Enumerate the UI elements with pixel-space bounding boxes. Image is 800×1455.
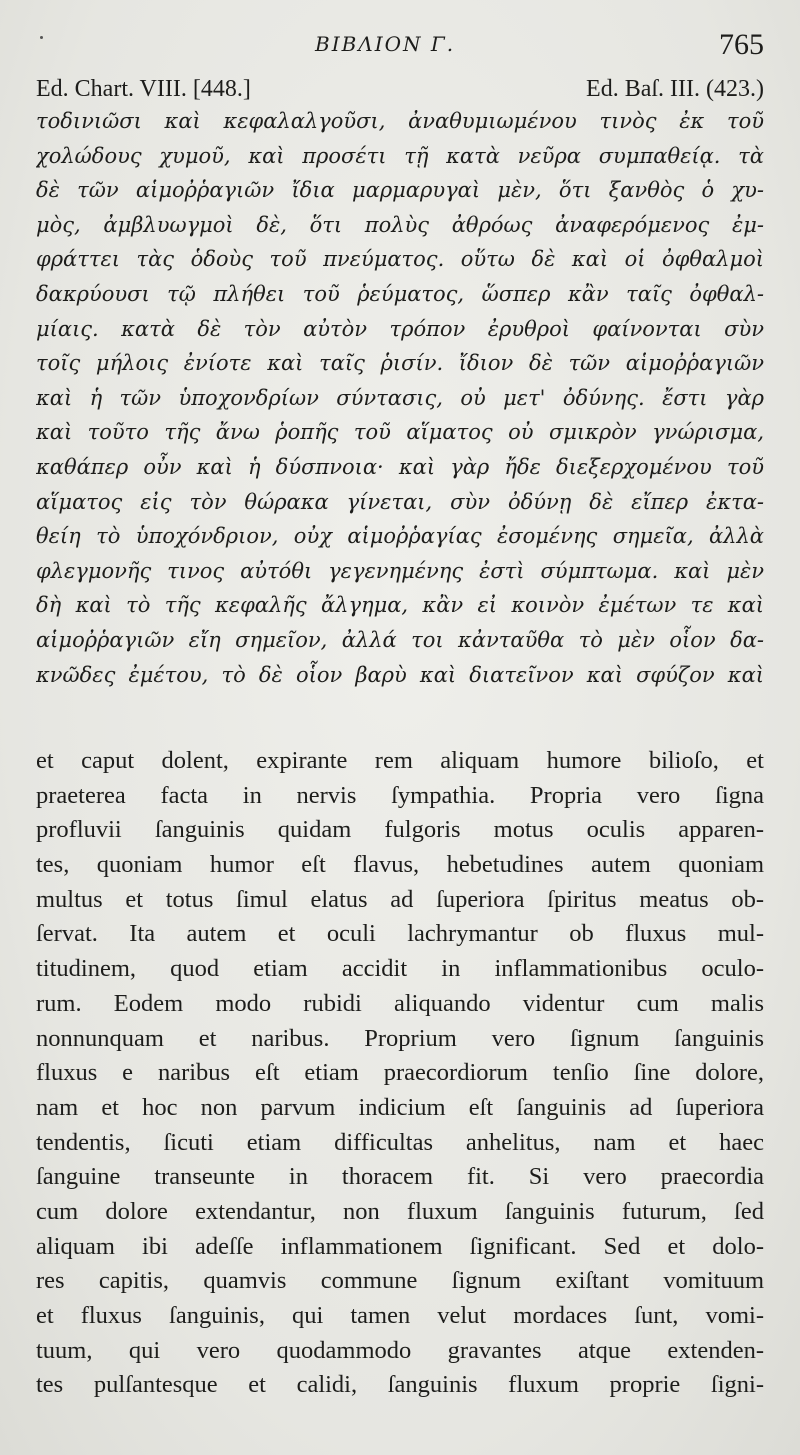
latin-text-line: tes, quoniam humor eſt flavus, hebetudines autem quoniam bbox=[36, 851, 764, 879]
greek-text-line: θείη τὸ ὑποχόνδριον, οὐχ αἱμοῤῥαγίας ἐσομένης σημεῖα, ἀλλὰ bbox=[36, 524, 764, 549]
greek-text-line: μὸς, ἀμβλυωγμοὶ δὲ, ὅτι πολὺς ἀθρόως ἀναφερόμενος ἐμ- bbox=[36, 212, 764, 237]
latin-text-line: fluxus e naribus eſt etiam praecordiorum tenſio ſine dolore, bbox=[36, 1059, 764, 1087]
latin-text-line: et fluxus ſanguinis, qui tamen velut mordaces ſunt, vomi- bbox=[36, 1302, 764, 1329]
greek-text-line: τοδινιῶσι καὶ κεφαλαλγοῦσι, ἀναθυμιωμένου τινὸς ἐκ τοῦ bbox=[36, 109, 764, 133]
greek-text-line: καὶ ἡ τῶν ὑποχονδρίων σύντασις, οὐ μετ' ὀδύνης. ἔστι γὰρ bbox=[36, 385, 764, 410]
book-title: ΒΙΒΛΙΟΝ Γ. bbox=[315, 32, 456, 56]
latin-text-line: et caput dolent, expirante rem aliquam humore bilioſo, et bbox=[36, 747, 764, 774]
latin-text-line: rum. Eodem modo rubidi aliquando videntur cum malis bbox=[36, 989, 764, 1017]
latin-text-block bbox=[36, 744, 764, 1403]
greek-text-line: χολώδους χυμοῦ, καὶ προσέτι τῇ κατὰ νεῦρα συμπαθείᾳ. τὰ bbox=[36, 143, 764, 168]
latin-text-line: tendentis, ſicuti etiam difficultas anhelitus, nam et haec bbox=[36, 1128, 764, 1156]
greek-text-line: καθάπερ οὖν καὶ ἡ δύσπνοια· καὶ γὰρ ἤδε διεξερχομένου τοῦ bbox=[36, 454, 764, 479]
latin-text-line: titudinem, quod etiam accidit in inflammationibus oculo- bbox=[36, 955, 764, 983]
edition-reference-left: Ed. Chart. VIII. [448.] bbox=[36, 76, 251, 102]
latin-text-line: cum dolore extendantur, non fluxum ſanguinis futurum, ſed bbox=[36, 1197, 764, 1225]
greek-text-line: μίαις. κατὰ δὲ τὸν αὐτὸν τρόπον ἐρυθροὶ φαίνονται σὺν bbox=[36, 316, 764, 341]
greek-text-line: καὶ τοῦτο τῆς ἄνω ῥοπῆς τοῦ αἵματος οὐ σμικρὸν γνώρισμα, bbox=[36, 420, 764, 445]
latin-text-line: ſanguine transeunte in thoracem fit. Si vero praecordia bbox=[36, 1163, 764, 1191]
latin-text-line: tuum, qui vero quodammodo gravantes atque extenden- bbox=[36, 1336, 764, 1364]
latin-text-line: nonnunquam et naribus. Proprium vero ſignum ſanguinis bbox=[36, 1024, 764, 1052]
edition-line bbox=[36, 76, 764, 106]
greek-text-line: κνῶδες ἐμέτου, τὸ δὲ οἷον βαρὺ καὶ διατεῖνον καὶ σφύζον καὶ bbox=[36, 662, 764, 687]
page-number: 765 bbox=[719, 28, 764, 61]
latin-text-line: res capitis, quamvis commune ſignum exiſtant vomituum bbox=[36, 1267, 764, 1295]
greek-text-line: φλεγμονῆς τινος αὐτόθι γεγενημένης ἐστὶ σύμπτωμα. καὶ μὲν bbox=[36, 558, 764, 583]
latin-text-line: tes pulſantesque et calidi, ſanguinis fluxum proprie ſigni- bbox=[36, 1371, 764, 1399]
latin-text-line: aliquam ibi adeſſe inflammationem ſignificant. Sed et dolo- bbox=[36, 1232, 764, 1260]
latin-text-line: profluvii ſanguinis quidam fulgoris motus oculis apparen- bbox=[36, 816, 764, 844]
greek-text-line: δακρύουσι τῷ πλήθει τοῦ ῥεύματος, ὥσπερ κἂν ταῖς ὀφθαλ- bbox=[36, 281, 764, 306]
running-head bbox=[0, 28, 800, 68]
greek-text-line: αἵματος εἰς τὸν θώρακα γίνεται, σὺν ὀδύνῃ δὲ εἴπερ ἐκτα- bbox=[36, 489, 764, 514]
latin-text-line: ſervat. Ita autem et oculi lachrymantur ob fluxus mul- bbox=[36, 920, 764, 948]
greek-text-line: δὴ καὶ τὸ τῆς κεφαλῆς ἄλγημα, κἂν εἰ κοινὸν ἐμέτων τε καὶ bbox=[36, 593, 764, 618]
latin-text-line: praeterea facta in nervis ſympathia. Propria vero ſigna bbox=[36, 781, 764, 809]
latin-text-line: nam et hoc non parvum indicium eſt ſanguinis ad ſuperiora bbox=[36, 1093, 764, 1121]
greek-text-block bbox=[36, 104, 764, 692]
greek-text-line: φράττει τὰς ὁδοὺς τοῦ πνεύματος. οὕτω δὲ καὶ οἱ ὀφθαλμοὶ bbox=[36, 247, 764, 272]
greek-text-line: δὲ τῶν αἱμοῤῥαγιῶν ἴδια μαρμαρυγαὶ μὲν, ὅτι ξανθὸς ὁ χυ- bbox=[36, 178, 764, 203]
greek-text-line: τοῖς μήλοις ἐνίοτε καὶ ταῖς ῥισίν. ἴδιον δὲ τῶν αἱμοῤῥαγιῶν bbox=[36, 351, 764, 376]
greek-text-line: αἱμοῤῥαγιῶν εἴη σημεῖον, ἀλλά τοι κἀνταῦθα τὸ μὲν οἷον δα- bbox=[36, 627, 764, 652]
edition-reference-right: Ed. Baſ. III. (423.) bbox=[586, 76, 764, 102]
latin-text-line: multus et totus ſimul elatus ad ſuperiora ſpiritus meatus ob- bbox=[36, 885, 764, 913]
